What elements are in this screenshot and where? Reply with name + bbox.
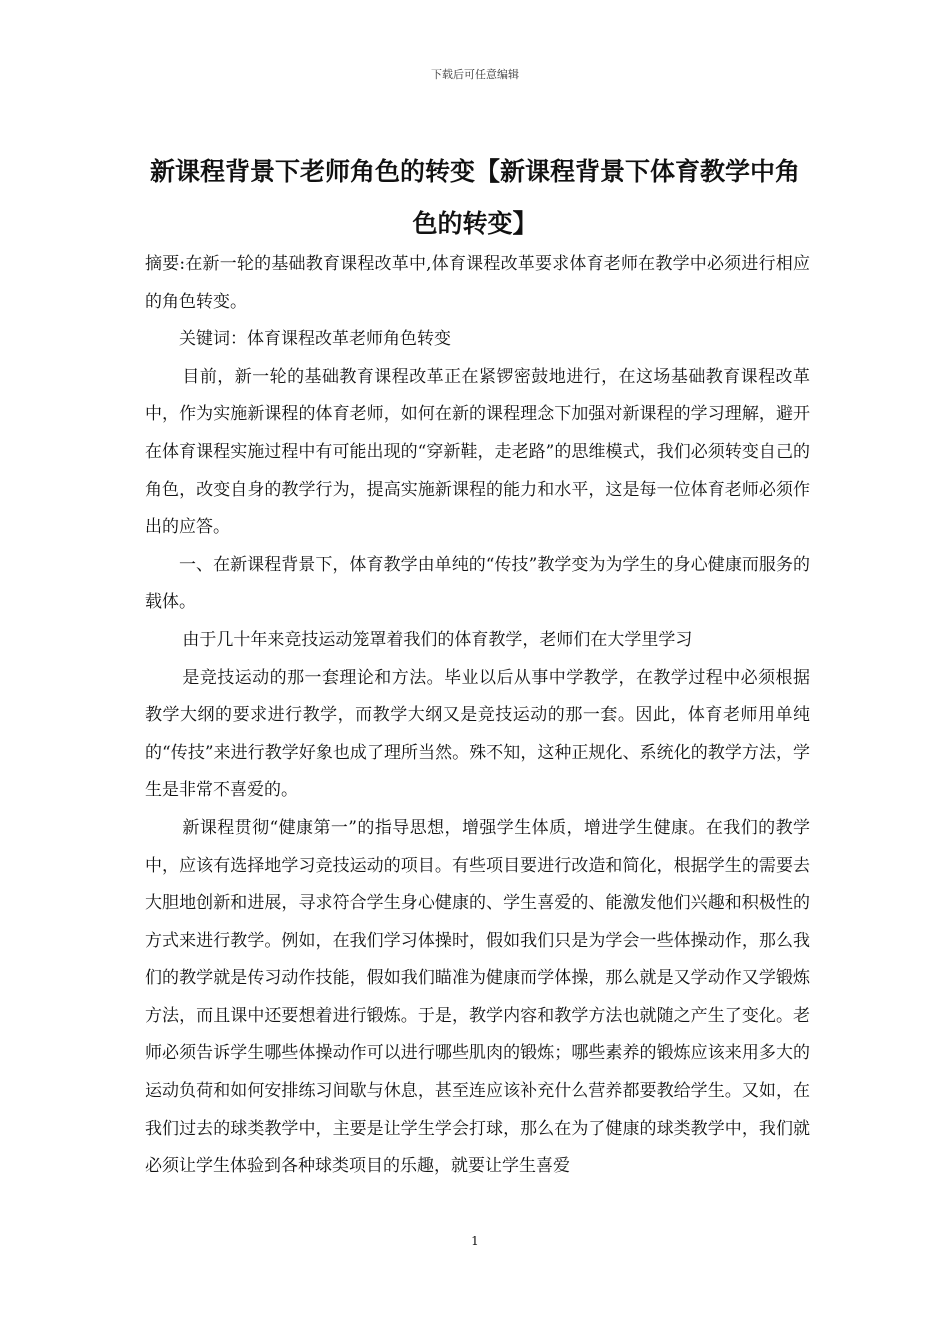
section-heading-paragraph: 一、在新课程背景下，体育教学由单纯的“传技”教学变为为学生的身心健康而服务的载体。 [145, 554, 810, 613]
header-note: 下载后可任意编辑 [431, 68, 519, 81]
body-paragraph: 由于几十年来竞技运动笼罩着我们的体育教学，老师们在大学里学习 [182, 629, 693, 650]
document-title: 新课程背景下老师角色的转变【新课程背景下体育教学中角色的转变】 [149, 157, 800, 238]
abstract-paragraph: 摘要:在新一轮的基础教育课程改革中,体育课程改革要求体育老师在教学中必须进行相应的角色转变。 [145, 254, 810, 312]
page-number: 1 [471, 1234, 479, 1248]
body-paragraph: 新课程贯彻“健康第一”的指导思想，增强学生体质，增进学生健康。在我们的教学中，应该有选择地学习竞技运动的项目。有些项目要进行改造和简化，根据学生的需要去大胆地创新和进展，寻求符合学生身心健康的、学生喜爱的、能激发他们兴趣和积极性的方式来进行教学。例如，在我们学习体操时，假如我们只是为学会一些体操动作，那么我们的教学就是传习动作技能，假如我们瞄准为健康而学体操，那么就是又学动作又学锻炼方法，而且课中还要想着进行锻炼。于是，教学内容和教学方法也就随之产生了变化。老师必须告诉学生哪些体操动作可以进行哪些肌肉的锻炼；哪些素养的锻炼应该来用多大的运动负荷和如何安排练习间歇与休息，甚至连应该补充什么营养都要教给学生。又如，在我们过去的球类教学中，主要是让学生学会打球，那么在为了健康的球类教学中，我们就必须让学生体验到各种球类项目的乐趣，就要让学生喜爱 [145, 817, 810, 1177]
document-body [145, 246, 810, 1186]
body-paragraph: 目前，新一轮的基础教育课程改革正在紧锣密鼓地进行，在这场基础教育课程改革中，作为实施新课程的体育老师，如何在新的课程理念下加强对新课程的学习理解，避开在体育课程实施过程中有可能出现的“穿新鞋，走老路”的思维模式，我们必须转变自己的角色，改变自身的教学行为，提高实施新课程的能力和水平，这是每一位体育老师必须作出的应答。 [145, 366, 810, 538]
body-paragraph: 是竞技运动的那一套理论和方法。毕业以后从事中学教学，在教学过程中必须根据教学大纲的要求进行教学，而教学大纲又是竞技运动的那一套。因此，体育老师用单纯的“传技”来进行教学好象也成了理所当然。殊不知，这种正规化、系统化的教学方法，学生是非常不喜爱的。 [145, 667, 810, 801]
keywords-paragraph: 关键词：体育课程改革老师角色转变 [179, 329, 451, 350]
